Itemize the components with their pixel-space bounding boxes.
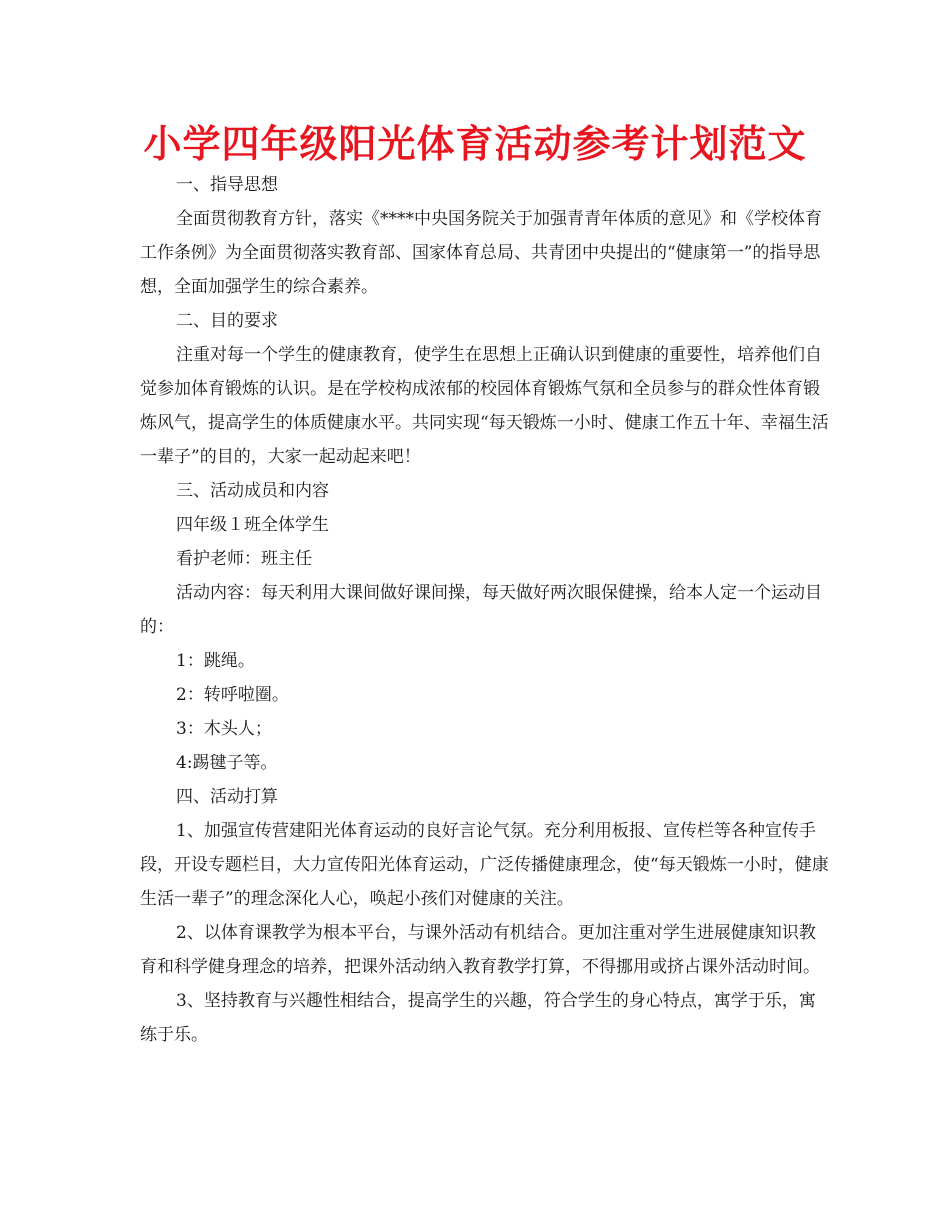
paragraph-members: 四年级１班全体学生 <box>176 515 329 535</box>
section-heading-guiding-thought: 一、指导思想 <box>176 175 278 195</box>
list-item-activity-2: 2：转呼啦圈。 <box>176 685 289 705</box>
section-heading-members-content: 三、活动成员和内容 <box>176 481 329 501</box>
list-item-activity-3: 3：木头人； <box>176 719 272 739</box>
paragraph-teacher: 看护老师：班主任 <box>176 549 312 569</box>
document-body <box>140 168 830 1052</box>
paragraph-plan-3: 3、坚持教育与兴趣性相结合，提高学生的兴趣，符合学生的身心特点，寓学于乐，寓练于乐。 <box>140 991 816 1045</box>
paragraph-goals: 注重对每一个学生的健康教育，使学生在思想上正确认识到健康的重要性，培养他们自觉参加体育锻炼的认识。是在学校构成浓郁的校园体育锻炼气氛和全员参与的群众性体育锻炼风气，提高学生的体质健康水平。共同实现“每天锻炼一小时、健康工作五十年、幸福生活一辈子”的目的，大家一起动起来吧！ <box>140 345 829 467</box>
paragraph-plan-2: 2、以体育课教学为根本平台，与课外活动有机结合。更加注重对学生进展健康知识教育和科学健身理念的培养，把课外活动纳入教育教学打算，不得挪用或挤占课外活动时间。 <box>140 923 820 977</box>
list-item-activity-4: 4:踢毽子等。 <box>176 753 278 773</box>
paragraph-plan-1: 1、加强宣传营建阳光体育运动的良好言论气氛。充分利用板报、宣传栏等各种宣传手段，开设专题栏目，大力宣传阳光体育运动，广泛传播健康理念，使“每天锻炼一小时，健康生活一辈子”的理念深化人心，唤起小孩们对健康的关注。 <box>140 821 829 909</box>
section-heading-plan: 四、活动打算 <box>176 787 278 807</box>
document-title: 小学四年级阳光体育活动参考计划范文 <box>143 122 807 166</box>
section-heading-goals: 二、目的要求 <box>176 311 278 331</box>
list-item-activity-1: 1：跳绳。 <box>176 651 255 671</box>
paragraph-guiding-thought: 全面贯彻教育方针，落实《****中央国务院关于加强青青年体质的意见》和《学校体育工作条例》为全面贯彻落实教育部、国家体育总局、共青团中央提出的“健康第一”的指导思想，全面加强学生的综合素养。 <box>140 209 822 297</box>
paragraph-activity-content: 活动内容：每天利用大课间做好课间操，每天做好两次眼保健操，给本人定一个运动目的： <box>140 583 822 637</box>
